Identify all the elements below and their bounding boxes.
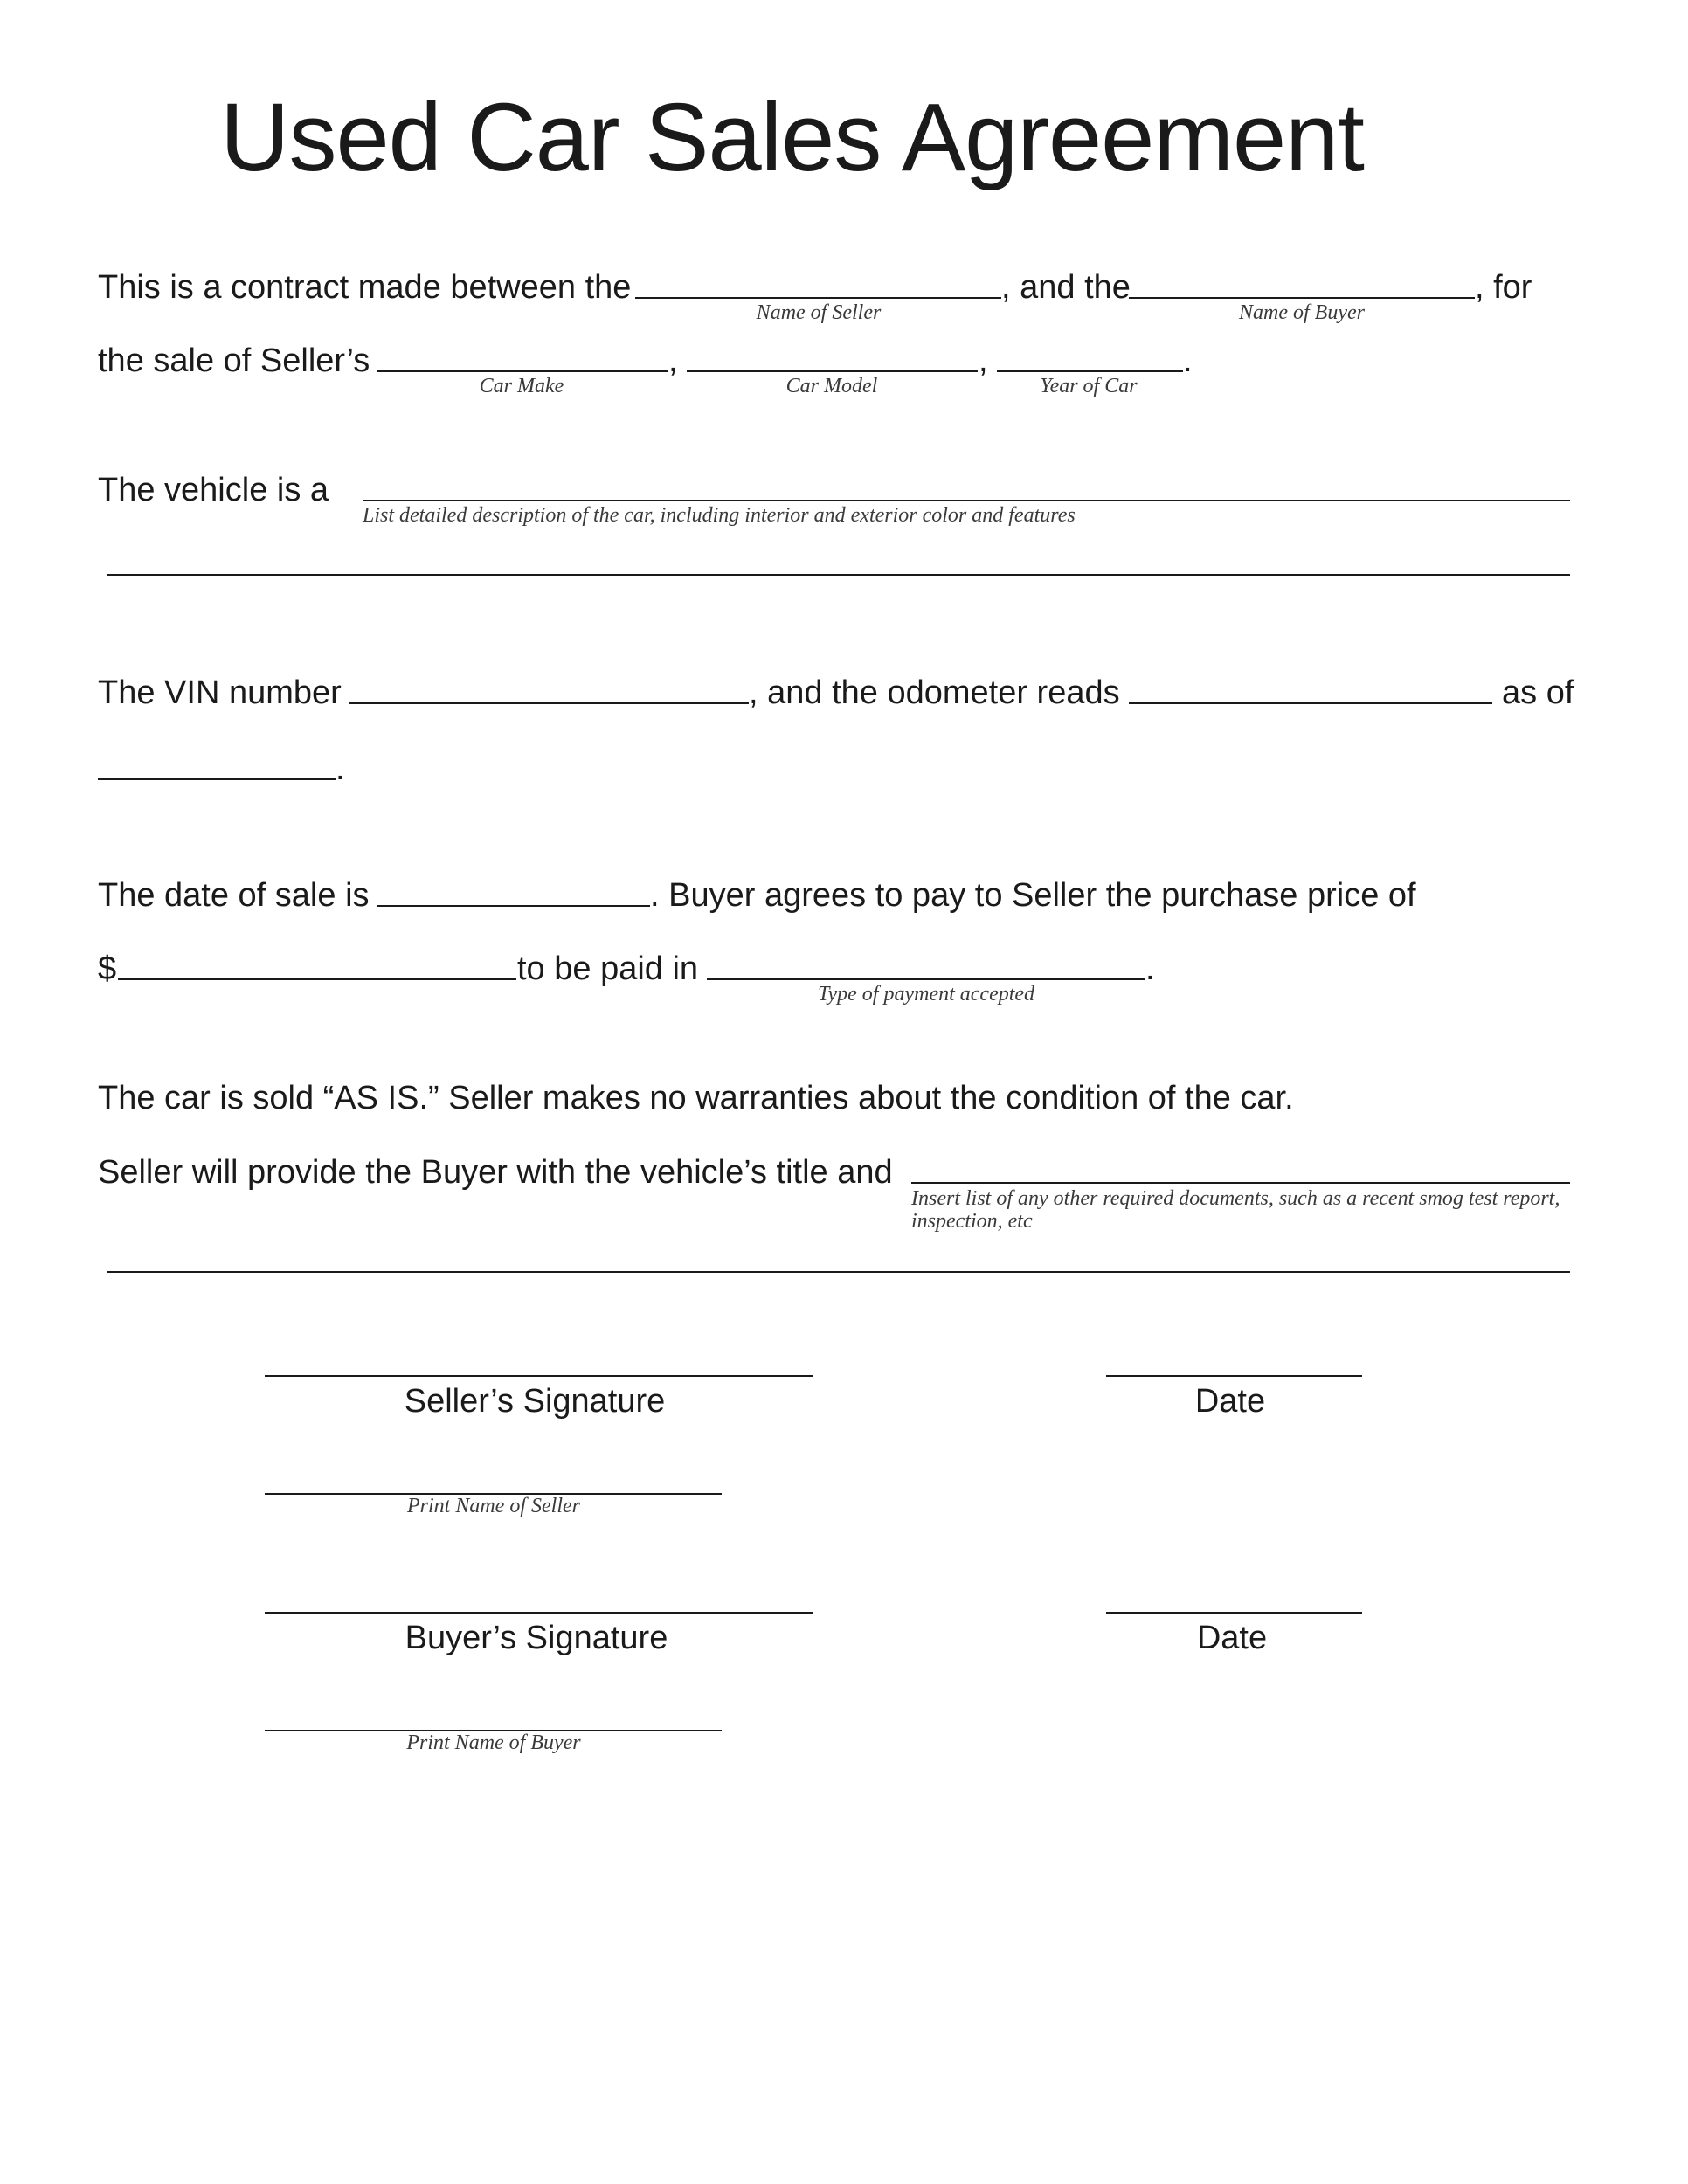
purchase-price-text: . Buyer agrees to pay to Seller the purchase price of — [650, 877, 1416, 914]
as-is-text: The car is sold “AS IS.” Seller makes no warranties about the condition of the car. — [98, 1080, 1294, 1116]
seller-print-name-hint: Print Name of Seller — [407, 1495, 580, 1517]
seller-date-label: Date — [1194, 1383, 1266, 1420]
buyer-date-field[interactable] — [1106, 1612, 1362, 1614]
page-title: Used Car Sales Agreement — [220, 84, 1364, 191]
odometer-date-field[interactable] — [98, 778, 336, 780]
documents-field[interactable] — [911, 1182, 1570, 1184]
car-model-field[interactable] — [687, 370, 978, 372]
buyer-date-label: Date — [1196, 1620, 1268, 1656]
buyer-print-name-hint: Print Name of Buyer — [406, 1731, 581, 1754]
seller-signature-field[interactable] — [265, 1375, 813, 1377]
comma-2: , — [979, 342, 988, 379]
intro-text: This is a contract made between the — [98, 269, 632, 306]
sale-of-text: the sale of Seller’s — [98, 342, 370, 379]
period-2: . — [336, 750, 345, 787]
vehicle-description-field[interactable] — [363, 500, 1570, 501]
paid-in-label: to be paid in — [517, 950, 699, 987]
period-1: . — [1183, 342, 1193, 379]
seller-date-field[interactable] — [1106, 1375, 1362, 1377]
buyer-name-hint: Name of Buyer — [1239, 301, 1365, 324]
odometer-label: , and the odometer reads — [749, 674, 1120, 711]
date-of-sale-label: The date of sale is — [98, 877, 370, 914]
payment-type-field[interactable] — [707, 978, 1145, 980]
payment-type-hint: Type of payment accepted — [817, 983, 1035, 1006]
car-model-hint: Car Model — [785, 375, 878, 397]
as-of-label: as of — [1502, 674, 1574, 711]
vehicle-label: The vehicle is a — [98, 472, 329, 508]
car-make-field[interactable] — [377, 370, 668, 372]
vehicle-description-field-2[interactable] — [107, 574, 1570, 576]
price-field[interactable] — [118, 978, 516, 980]
intro-text-and: , and the — [1001, 269, 1131, 306]
seller-signature-label: Seller’s Signature — [404, 1383, 666, 1420]
period-3: . — [1145, 950, 1155, 987]
vin-field[interactable] — [349, 702, 749, 704]
car-year-field[interactable] — [997, 370, 1183, 372]
dollar-sign: $ — [98, 950, 117, 987]
car-make-hint: Car Make — [479, 375, 564, 397]
seller-name-field[interactable] — [635, 297, 1001, 299]
vin-label: The VIN number — [98, 674, 342, 711]
documents-field-2[interactable] — [107, 1271, 1570, 1273]
title-docs-label: Seller will provide the Buyer with the vehicle’s title and — [98, 1154, 893, 1191]
date-of-sale-field[interactable] — [377, 905, 650, 907]
buyer-signature-field[interactable] — [265, 1612, 813, 1614]
car-year-hint: Year of Car — [1040, 375, 1138, 397]
seller-name-hint: Name of Seller — [756, 301, 882, 324]
documents-hint: Insert list of any other required documents, such as a recent smog test report, inspection, etc — [911, 1187, 1560, 1234]
odometer-field[interactable] — [1129, 702, 1492, 704]
comma-1: , — [668, 342, 678, 379]
intro-text-for: , for — [1475, 269, 1532, 306]
buyer-name-field[interactable] — [1129, 297, 1475, 299]
buyer-signature-label: Buyer’s Signature — [405, 1620, 668, 1656]
vehicle-description-hint: List detailed description of the car, including interior and exterior color and features — [363, 504, 1076, 527]
